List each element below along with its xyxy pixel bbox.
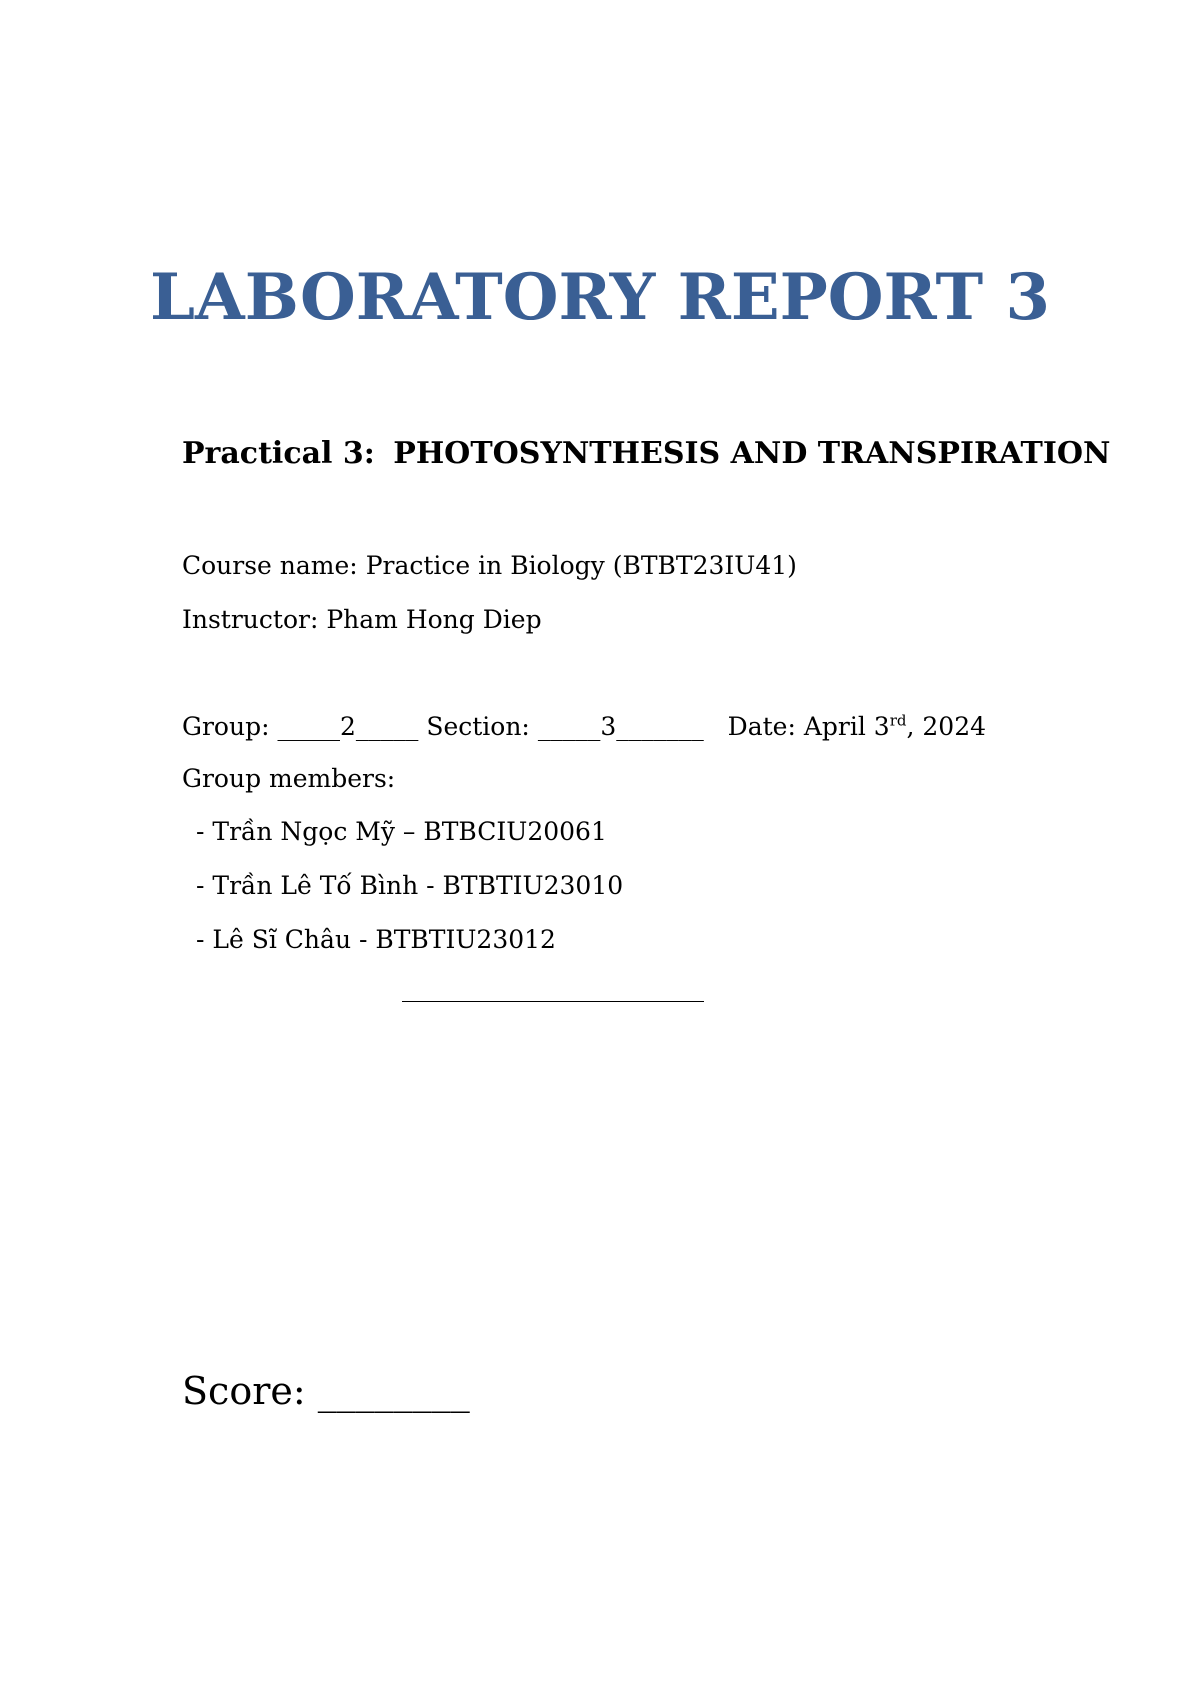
group-members-label: Group members: — [182, 764, 396, 793]
group-label: Group: — [182, 712, 270, 741]
score-label: Score: — [182, 1369, 306, 1413]
section-value: _____3_______ — [537, 712, 704, 741]
instructor-label: Instructor: — [182, 605, 319, 634]
group-member-item: - Trần Ngọc Mỹ – BTBCIU20061 — [196, 817, 607, 846]
date-rest: , 2024 — [906, 712, 987, 741]
practical-heading — [182, 434, 1110, 474]
course-value: Practice in Biology (BTBT23IU41) — [365, 551, 797, 580]
group-member-item: - Trần Lê Tố Bình - BTBTIU23010 — [196, 871, 624, 900]
group-member-item: - Lê Sĩ Châu - BTBTIU23012 — [196, 925, 556, 954]
practical-label: Practical 3: — [182, 436, 375, 471]
instructor-line — [182, 603, 542, 637]
score-line — [182, 1366, 470, 1416]
report-title: LABORATORY REPORT 3 — [150, 260, 1050, 335]
instructor-value: Pham Hong Diep — [326, 605, 542, 634]
course-line — [182, 549, 797, 583]
group-section-date-line — [182, 710, 986, 744]
section-label: Section: — [426, 712, 530, 741]
practical-topic: PHOTOSYNTHESIS AND TRANSPIRATION — [393, 436, 1111, 471]
date-prefix: April 3 — [803, 712, 890, 741]
date-value — [804, 712, 986, 741]
date-label: Date: — [727, 712, 796, 741]
course-label: Course name: — [182, 551, 358, 580]
date-ordinal-suffix: rd — [889, 711, 907, 730]
horizontal-divider — [402, 1001, 704, 1002]
score-blank: ________ — [317, 1369, 470, 1413]
group-value: _____2_____ — [277, 712, 419, 741]
